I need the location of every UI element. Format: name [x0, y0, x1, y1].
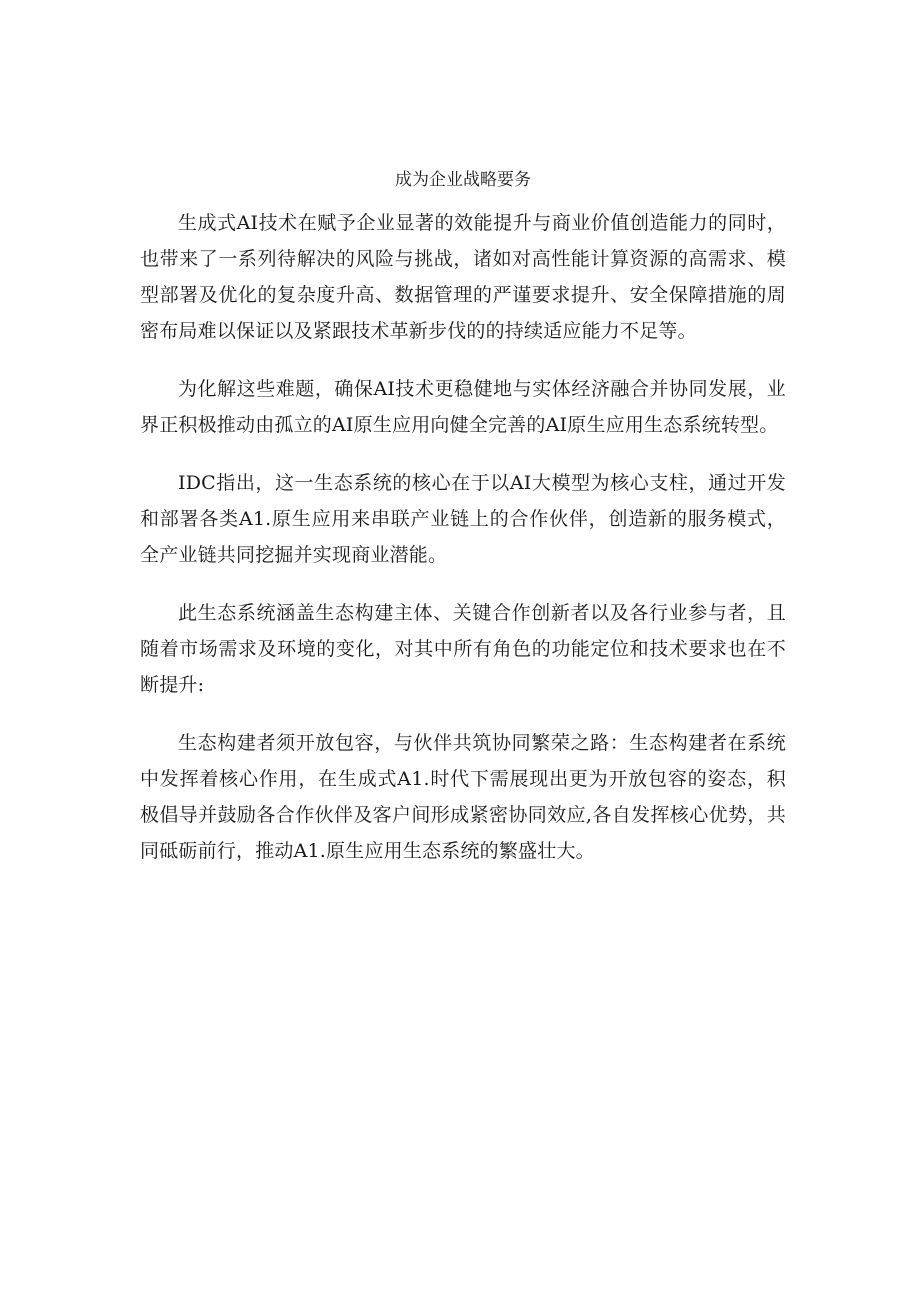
section-title: 成为企业战略要务 [395, 170, 531, 190]
paragraph-2: 为化解这些难题，确保AI技术更稳健地与实体经济融合并协同发展，业界正积极推动由孤立的AI原生应用向健全完善的AI原生应用生态系统转型。 [140, 378, 786, 436]
paragraph-1: 生成式AI技术在赋予企业显著的效能提升与商业价值创造能力的同时，也带来了一系列待解决的风险与挑战，诸如对高性能计算资源的高需求、模型部署及优化的复杂度升高、数据管理的严谨要求提升、安全保障措施的周密布局难以保证以及紧跟技术革新步伐的的持续适应能力不足等。 [140, 212, 786, 342]
paragraph-3: IDC指出，这一生态系统的核心在于以AI大模型为核心支柱，通过开发和部署各类A1.原生应用来串联产业链上的合作伙伴，创造新的服务模式，全产业链共同挖掘并实现商业潜能。 [140, 472, 786, 566]
document-page [140, 155, 786, 891]
paragraph-5: 生态构建者须开放包容，与伙伴共筑协同繁荣之路：生态构建者在系统中发挥着核心作用，在生成式A1.时代下需展现出更为开放包容的姿态，积极倡导并鼓励各合作伙伴及客户间形成紧密协同效应,各自发挥核心优势，共同砥砺前行，推动A1.原生应用生态系统的繁盛壮大。 [140, 732, 786, 862]
paragraph-4: 此生态系统涵盖生态构建主体、关键合作创新者以及各行业参与者，且随着市场需求及环境的变化，对其中所有角色的功能定位和技术要求也在不断提升: [140, 602, 786, 696]
